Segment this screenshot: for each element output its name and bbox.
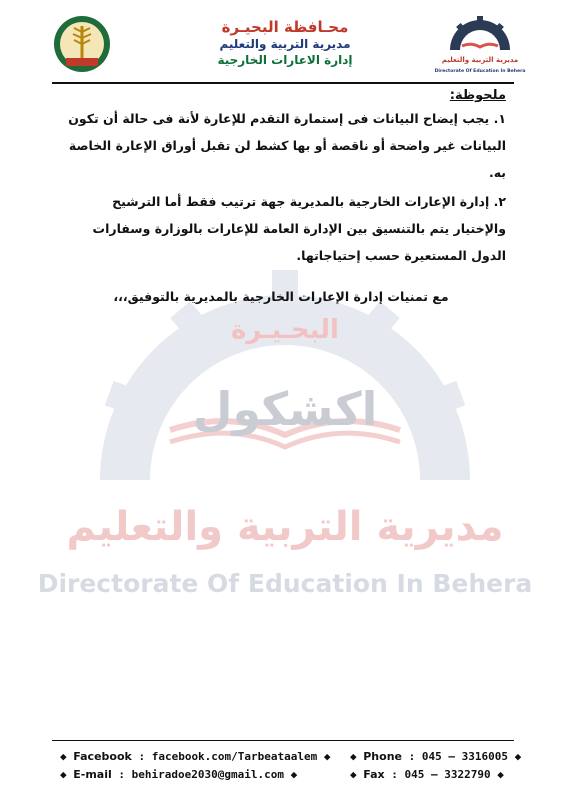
- closing-remark: مع تمنيات إدارة الإعارات الخارجية بالمديرية بالتوفيق،،،: [113, 289, 449, 304]
- facebook-link[interactable]: facebook.com/Tarbeataalem: [151, 750, 318, 763]
- header-divider: [52, 82, 514, 84]
- footer-divider: [52, 740, 514, 741]
- governorate-title: محـافظة البحيـرة: [221, 18, 349, 36]
- watermark-top-text: البحـيـرة: [231, 315, 339, 345]
- watermark-brand-text: اكشكول: [192, 382, 378, 436]
- diamond-bullet-icon: ◆: [60, 750, 67, 763]
- svg-text:Directorate Of Education In Be: Directorate Of Education In Behera: [434, 69, 526, 74]
- header-titles: [200, 18, 370, 68]
- fax-label: Fax: [363, 768, 385, 781]
- department-title: إدارة الاعارات الخارجية: [217, 53, 353, 67]
- diamond-bullet-icon: ◆: [323, 750, 331, 763]
- email-label: E-mail: [73, 768, 112, 781]
- note-title: ملحوظة:: [449, 88, 506, 103]
- diamond-bullet-icon: ◆: [514, 750, 522, 763]
- letterhead: [0, 0, 566, 82]
- note-item-1: ١. يجب إيضاح البيانات فى إستمارة التقدم للإعارة لأنة فى حالة أن تكون البيانات غير واضحة أو ناقصة أو بها كشط لن تقبل أوراق الإعارة الخاصة به.: [68, 111, 506, 180]
- diamond-bullet-icon: ◆: [290, 768, 298, 781]
- diamond-bullet-icon: ◆: [60, 768, 67, 781]
- facebook-label: Facebook: [73, 750, 132, 763]
- diamond-bullet-icon: ◆: [350, 750, 357, 763]
- phone-number: 045 – 3316005: [421, 750, 508, 763]
- phone-line: ◆ Phone : 045 – 3316005 ◆: [350, 750, 522, 763]
- phone-label: Phone: [363, 750, 402, 763]
- behera-governorate-logo-icon: [52, 14, 112, 74]
- fax-line: ◆ Fax : 045 – 3322790 ◆: [350, 768, 504, 781]
- diamond-bullet-icon: ◆: [350, 768, 357, 781]
- watermark-arabic-text: مديرية التربية والتعليم: [66, 504, 504, 550]
- email-line: ◆ E-mail : behiradoe2030@gmail.com ◆: [60, 768, 298, 781]
- facebook-line: ◆ Facebook : facebook.com/Tarbeataalem ◆: [60, 750, 331, 763]
- watermark-english-text: Directorate Of Education In Behera: [37, 569, 533, 598]
- note-item-2: ٢. إدارة الإعارات الخارجية بالمديرية جهة ترتيب فقط أما الترشيح والإختيار يتم بالتنسيق بين الإدارة العامة للإعارات بالوزارة وسفارات الدول المستعيرة حسب إحتياجاتها.: [92, 194, 506, 263]
- fax-number: 045 – 3322790: [404, 768, 491, 781]
- contact-footer: [52, 744, 522, 790]
- watermark: [37, 250, 533, 610]
- directorate-logo-icon: [434, 12, 526, 76]
- svg-text:مديرية التربية والتعليم: مديرية التربية والتعليم: [441, 56, 519, 64]
- notes-section: [56, 86, 506, 304]
- email-link[interactable]: behiradoe2030@gmail.com: [131, 768, 284, 781]
- directorate-title: مديرية التربية والتعليم: [219, 37, 351, 51]
- diamond-bullet-icon: ◆: [497, 768, 504, 781]
